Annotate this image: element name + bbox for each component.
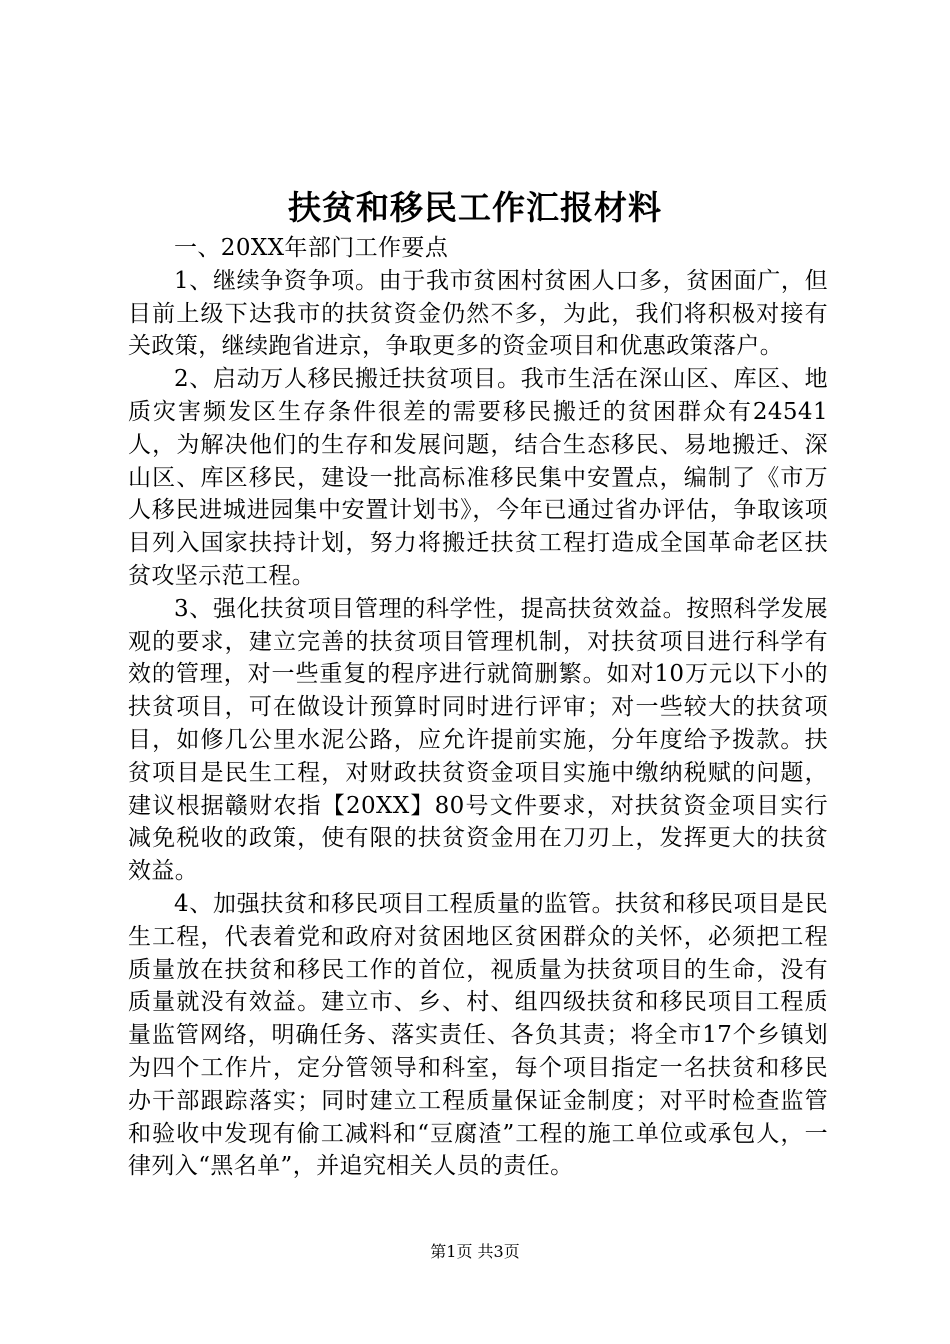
- document-body: [128, 232, 828, 1183]
- paragraph-3: 3、强化扶贫项目管理的科学性，提高扶贫效益。按照科学发展观的要求，建立完善的扶贫项目管理机制，对扶贫项目进行科学有效的管理，对一些重复的程序进行就简删繁。如对10万元以下小的扶贫项目，可在做设计预算时同时进行评审；对一些较大的扶贫项目，如修几公里水泥公路，应允许提前实施，分年度给予拨款。扶贫项目是民生工程，对财政扶贫资金项目实施中缴纳税赋的问题，建议根据赣财农指【20XX】80号文件要求，对扶贫资金项目实行减免税收的政策，使有限的扶贫资金用在刀刃上，发挥更大的扶贫效益。: [128, 595, 828, 885]
- paragraph-4: 4、加强扶贫和移民项目工程质量的监管。扶贫和移民项目是民生工程，代表着党和政府对贫困地区贫困群众的关怀，必须把工程质量放在扶贫和移民工作的首位，视质量为扶贫项目的生命，没有质量就没有效益。建立市、乡、村、组四级扶贫和移民项目工程质量监管网络，明确任务、落实责任、各负其责；将全市17个乡镇划为四个工作片，定分管领导和科室，每个项目指定一名扶贫和移民办干部跟踪落实；同时建立工程质量保证金制度；对平时检查监管和验收中发现有偷工减料和“豆腐渣”工程的施工单位或承包人，一律列入“黑名单”，并追究相关人员的责任。: [128, 890, 828, 1180]
- paragraph-1: 1、继续争资争项。由于我市贫困村贫困人口多，贫困面广，但目前上级下达我市的扶贫资金仍然不多，为此，我们将积极对接有关政策，继续跑省进京，争取更多的资金项目和优惠政策落户。: [128, 267, 828, 360]
- page-footer: 第1页 共3页: [430, 1242, 520, 1261]
- document-title: 扶贫和移民工作汇报材料: [288, 188, 662, 227]
- section-heading: 一、20XX年部门工作要点: [174, 235, 449, 261]
- paragraph-2: 2、启动万人移民搬迁扶贫项目。我市生活在深山区、库区、地质灾害频发区生存条件很差的需要移民搬迁的贫困群众有24541人，为解决他们的生存和发展问题，结合生态移民、易地搬迁、深山区、库区移民，建设一批高标准移民集中安置点，编制了《市万人移民进城进园集中安置计划书》，今年已通过省办评估，争取该项目列入国家扶持计划，努力将搬迁扶贫工程打造成全国革命老区扶贫攻坚示范工程。: [128, 366, 828, 589]
